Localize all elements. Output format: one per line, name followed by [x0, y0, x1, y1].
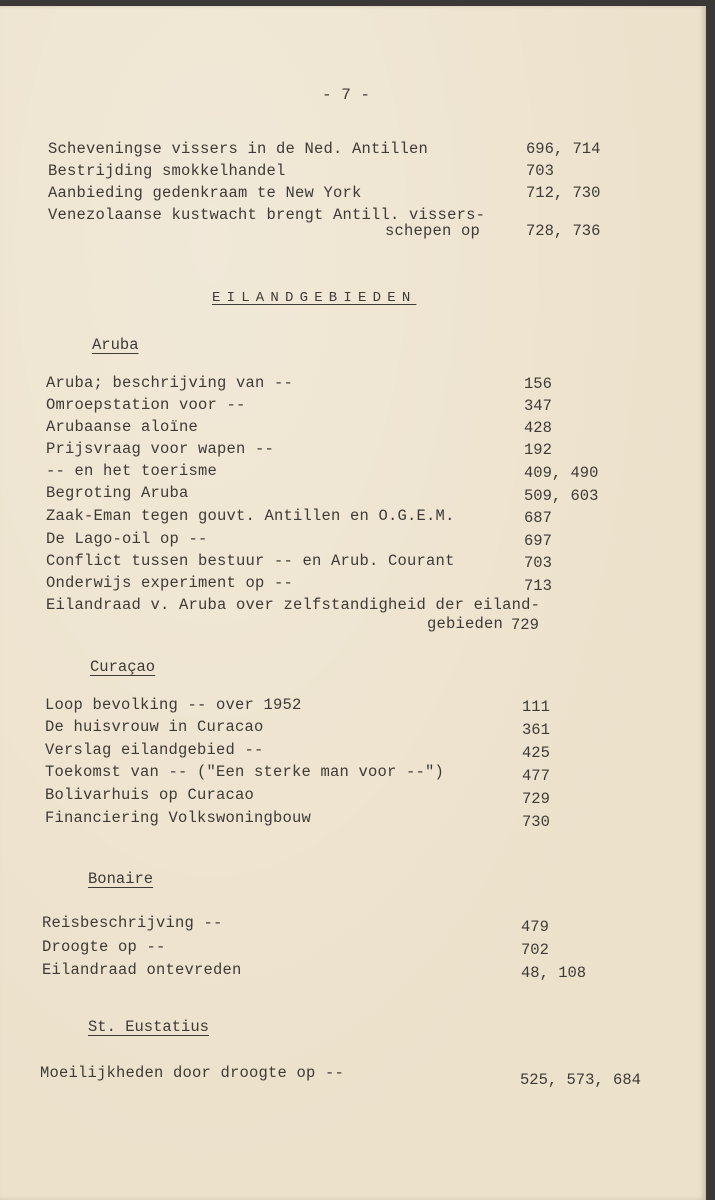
entry-text: Moeilijkheden door droogte op -- [40, 1064, 345, 1082]
entry-text: Verslag eilandgebied -- [45, 741, 264, 759]
entry-text: Conflict tussen bestuur -- en Arub. Courant [46, 552, 455, 570]
entry-pages: 192 [524, 441, 552, 459]
entry-pages: 479 [521, 918, 549, 936]
entry-pages: 729 [511, 616, 539, 634]
entry-text: Bolivarhuis op Curacao [45, 786, 255, 804]
entry-text: Eilandraad v. Aruba over zelfstandigheid der eiland- [46, 596, 541, 614]
subsection-title: St. Eustatius [88, 1018, 209, 1036]
entry-pages: 696, 714 [526, 140, 601, 158]
document-page [0, 6, 706, 1200]
entry-pages: 713 [524, 577, 552, 595]
entry-pages: 730 [522, 813, 550, 831]
entry-text: Prijsvraag voor wapen -- [46, 440, 275, 458]
subsection-title: Aruba [92, 336, 139, 354]
entry-text: Begroting Aruba [46, 484, 189, 502]
entry-text: Venezolaanse kustwacht brengt Antill. vissers- [48, 206, 486, 224]
entry-text: Bestrijding smokkelhandel [48, 162, 286, 180]
entry-pages: 703 [524, 554, 552, 572]
entry-text: Loop bevolking -- over 1952 [45, 696, 302, 714]
entry-text: Reisbeschrijving -- [42, 914, 223, 932]
entry-text: -- en het toerisme [46, 462, 218, 480]
entry-pages: 428 [524, 419, 552, 437]
entry-text: Arubaanse aloïne [46, 418, 199, 436]
entry-pages: 697 [524, 532, 552, 550]
entry-text: Droogte op -- [42, 938, 166, 956]
entry-pages: 48, 108 [521, 964, 587, 982]
entry-text: Toekomst van -- ("Een sterke man voor --") [45, 763, 445, 781]
entry-text: De huisvrouw in Curacao [45, 718, 264, 736]
entry-text: Onderwijs experiment op -- [46, 574, 294, 592]
entry-pages: 712, 730 [526, 184, 601, 202]
entry-pages: 425 [522, 744, 550, 762]
entry-text: Omroepstation voor -- [46, 396, 246, 414]
entry-text: Scheveningse vissers in de Ned. Antillen [48, 140, 429, 158]
entry-pages: 347 [524, 397, 552, 415]
entry-text: Eilandraad ontevreden [42, 961, 242, 979]
entry-pages: 687 [524, 509, 552, 527]
entry-pages: 728, 736 [526, 222, 601, 240]
entry-pages: 509, 603 [524, 487, 599, 505]
entry-continuation: gebieden [427, 615, 504, 633]
page-edge [706, 0, 715, 1200]
entry-pages: 729 [522, 790, 550, 808]
entry-pages: 702 [521, 941, 549, 959]
entry-continuation: schepen op [385, 222, 481, 240]
entry-pages: 703 [526, 162, 554, 180]
entry-text: Aruba; beschrijving van -- [46, 374, 294, 392]
entry-text: Zaak-Eman tegen gouvt. Antillen en O.G.E.M. [46, 507, 455, 525]
entry-text: De Lago-oil op -- [46, 530, 208, 548]
section-heading: EILANDGEBIEDEN [212, 290, 417, 306]
entry-pages: 477 [522, 767, 550, 785]
subsection-title: Bonaire [88, 870, 154, 888]
entry-pages: 111 [522, 698, 550, 716]
entry-text: Financiering Volkswoningbouw [45, 809, 312, 827]
subsection-title: Curaçao [90, 658, 156, 676]
entry-text: Aanbieding gedenkraam te New York [48, 184, 362, 202]
entry-pages: 525, 573, 684 [520, 1071, 641, 1089]
entry-pages: 409, 490 [524, 464, 599, 482]
page-number: - 7 - [322, 86, 371, 104]
entry-pages: 156 [524, 375, 552, 393]
entry-pages: 361 [522, 721, 550, 739]
